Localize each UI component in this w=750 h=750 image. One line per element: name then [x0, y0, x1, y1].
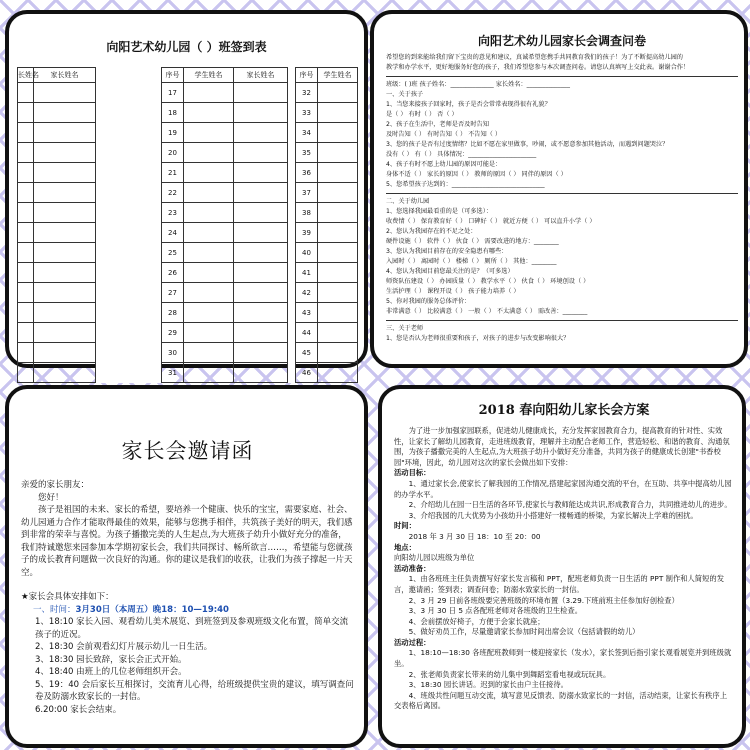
table-cell: [154, 123, 162, 143]
table-cell: [234, 243, 288, 263]
list-item: 3、3 月 30 日 5 点各配班老师对各班级的卫生检查。: [408, 606, 583, 616]
table-cell: [154, 343, 162, 363]
row-number: 34: [296, 123, 318, 143]
table-cell: [184, 123, 234, 143]
row-number: 29: [162, 323, 184, 343]
table-cell: [34, 243, 96, 263]
table-cell: [184, 303, 234, 323]
row-number: 22: [162, 183, 184, 203]
table-cell: [154, 83, 162, 103]
table-cell: [96, 243, 154, 263]
row-number: 43: [296, 303, 318, 323]
col-header: 家长姓名: [34, 68, 96, 83]
table-cell: [288, 223, 296, 243]
survey-line: 二、关于幼儿园: [386, 198, 430, 205]
row-number: 46: [296, 363, 318, 383]
table-cell: [234, 323, 288, 343]
table-cell: [18, 203, 34, 223]
table-row: [18, 123, 358, 143]
row-number: 44: [296, 323, 318, 343]
list-item: 1、通过家长会,使家长了解我园的工作情况,搭建起家园沟通交流的平台，在互助、共享中提高幼儿园的办学水平。: [394, 478, 732, 499]
row-number: 20: [162, 143, 184, 163]
list-item: 2、3 月 29 日前各班级要完善班级的环境布置（3.29.下班前班主任参加好创检查）: [408, 595, 679, 605]
prep-heading: 活动准备：: [394, 563, 431, 573]
table-cell: [18, 83, 34, 103]
survey-line: 3、您认为我园目前存在的安全隐患有哪些：: [386, 248, 508, 255]
list-item: 1、由各班班主任负责撰写好家长发言稿和 PPT，配班老师负责一日生活的 PPT 制作和人简短的发言，邀请函；签到表；调查问卷；防溺水致家长的一封信。: [394, 574, 724, 594]
table-cell: [288, 263, 296, 283]
table-cell: [96, 223, 154, 243]
col-header: 长姓名: [18, 68, 34, 83]
table-cell: [184, 203, 234, 223]
survey-line: 生活护理（ ） 课程开设（ ） 孩子能力培养（ ）: [386, 288, 520, 295]
table-cell: [34, 83, 96, 103]
table-cell: [288, 243, 296, 263]
col-header: 家长姓名: [234, 68, 288, 83]
row-number: 24: [162, 223, 184, 243]
table-cell: [96, 103, 154, 123]
table-cell: [184, 283, 234, 303]
table-row: [18, 263, 358, 283]
table-cell: [96, 123, 154, 143]
table-cell: [184, 103, 234, 123]
survey-line: 硬件设施（ ） 软件（ ） 伙食（ ） 需要改进的地方：________: [386, 238, 559, 245]
schedule-item: 5、19：40 会后家长互相探讨，交流育儿心得，给班级提供宝贵的建议，填写调查问卷及防溺水致家长的一封信。: [35, 679, 354, 702]
table-cell: [154, 163, 162, 183]
row-number: 40: [296, 243, 318, 263]
table-cell: [34, 143, 96, 163]
table-cell: [288, 183, 296, 203]
table-cell: [18, 363, 34, 383]
table-cell: [18, 223, 34, 243]
row-number: 41: [296, 263, 318, 283]
row-number: 17: [162, 83, 184, 103]
table-cell: [154, 203, 162, 223]
table-cell: [288, 83, 296, 103]
time-label: 时间：: [394, 521, 416, 531]
table-cell: [18, 163, 34, 183]
table-cell: [34, 163, 96, 183]
table-row: [18, 283, 358, 303]
table-cell: [184, 143, 234, 163]
table-cell: [154, 143, 162, 163]
row-number: 42: [296, 283, 318, 303]
table-row: [18, 203, 358, 223]
table-cell: [34, 223, 96, 243]
row-number: 37: [296, 183, 318, 203]
table-cell: [18, 263, 34, 283]
list-item: 3、介绍我园的几大优势为小孩幼升小搭建好一楼畅通的桥梁，为家长解决上学难的困扰。: [408, 510, 698, 520]
row-number: 25: [162, 243, 184, 263]
survey-line: 5、您希望孩子达到的：______________________________: [386, 181, 545, 188]
table-cell: [234, 223, 288, 243]
list-item: 2、张老师负责家长带来的幼儿集中到舞蹈室看电视或玩玩具。: [408, 669, 611, 679]
row-number: 21: [162, 163, 184, 183]
table-row: [18, 103, 358, 123]
survey-line: 收费情（ ） 保育教育好（ ） 口碑好（ ） 就近方便（ ） 可以直升小学（ ）: [386, 218, 596, 225]
sign-in-table: [17, 67, 358, 383]
survey-line: [386, 193, 738, 194]
table-cell: [288, 323, 296, 343]
survey-line: 一、关于孩子: [386, 91, 424, 98]
table-cell: [18, 243, 34, 263]
table-row: [18, 183, 358, 203]
table-cell: [154, 303, 162, 323]
table-cell: [234, 203, 288, 223]
table-cell: [18, 183, 34, 203]
table-cell: [318, 363, 358, 383]
survey-line: 师资队伍建设（ ） 办园质量（ ） 教学水平（ ） 伙食（ ） 环境创设（ ）: [386, 278, 590, 285]
table-cell: [18, 323, 34, 343]
table-cell: [288, 103, 296, 123]
table-cell: [234, 103, 288, 123]
survey-line: 5、你对我园的服务总体评价：: [386, 298, 471, 305]
survey-line: 4、孩子有时不愿上幼儿园的原因可能是：: [386, 161, 502, 168]
table-cell: [184, 163, 234, 183]
greeting: 亲爱的家长朋友：: [21, 480, 90, 490]
table-cell: [18, 303, 34, 323]
invitation-card: [5, 385, 368, 748]
table-cell: [288, 283, 296, 303]
goal-heading: 活动目标：: [394, 468, 431, 478]
table-row: [18, 323, 358, 343]
table-cell: [288, 363, 296, 383]
col-header: 序号: [296, 68, 318, 83]
invitation-title: 家长会邀请函: [121, 439, 254, 463]
table-cell: [154, 363, 162, 383]
table-cell: [96, 183, 154, 203]
plan-time: 2018 年 3 月 30 日 18：10 至 20：00: [408, 531, 541, 541]
table-cell: [318, 223, 358, 243]
table-cell: [318, 203, 358, 223]
schedule-item: 6.20:00 家长会结束。: [35, 704, 122, 715]
table-cell: [288, 303, 296, 323]
table-cell: [34, 303, 96, 323]
col-header: 学生姓名: [184, 68, 234, 83]
table-cell: [154, 243, 162, 263]
row-number: 19: [162, 123, 184, 143]
survey-line: 2、孩子在生活中，老师是否及时告知: [386, 121, 489, 128]
list-item: 3、18:30 园长讲话。迟到的家长由户主任接待。: [408, 680, 568, 690]
table-cell: [184, 183, 234, 203]
schedule-item: 1、18:10 家长入园、观看幼儿美术展览、到班签到及参观班级文化布置，简单交流孩子的近况。: [35, 617, 349, 640]
survey-card: [370, 10, 748, 368]
survey-line: 2、您认为我园存在的不足之处：: [386, 228, 477, 235]
survey-body: [386, 53, 738, 344]
sign-in-title: 向阳艺术幼儿园（ ）班签到表: [106, 40, 267, 54]
table-cell: [96, 283, 154, 303]
table-cell: [96, 203, 154, 223]
row-number: 18: [162, 103, 184, 123]
table-cell: [34, 283, 96, 303]
row-number: 39: [296, 223, 318, 243]
table-cell: [154, 263, 162, 283]
table-cell: [154, 183, 162, 203]
table-cell: [154, 223, 162, 243]
col-header: 学生姓名: [318, 68, 358, 83]
table-cell: [184, 223, 234, 243]
survey-line: 三、关于老师: [386, 325, 424, 332]
table-cell: [234, 183, 288, 203]
table-cell: [288, 123, 296, 143]
table-cell: [318, 243, 358, 263]
table-cell: [234, 143, 288, 163]
table-cell: [318, 283, 358, 303]
table-cell: [34, 203, 96, 223]
table-cell: [234, 83, 288, 103]
table-row: [18, 243, 358, 263]
survey-line: [386, 76, 738, 77]
row-number: 30: [162, 343, 184, 363]
time-value: 3月30日（本周五）晚18：10—19:40: [75, 604, 229, 615]
table-cell: [96, 303, 154, 323]
survey-line: 4、您认为我园目前您最关注的是？（可多选）: [386, 268, 514, 275]
table-row: [18, 83, 358, 103]
survey-line: 教学和办学水平，更好地服务好您的孩子，我们希望您参与本次调查问卷。请您认真填写上交此表。谢谢合作！: [386, 64, 690, 71]
table-cell: [234, 303, 288, 323]
table-cell: [184, 343, 234, 363]
table-cell: [34, 363, 96, 383]
table-cell: [234, 363, 288, 383]
list-item: 2、介绍幼儿在园一日生活的各环节,使家长与教师能达成共识,形成教育合力，共同推进幼儿的进步。: [408, 500, 732, 510]
table-cell: [318, 143, 358, 163]
survey-line: 希望您的到来能给我们留下宝贵的意见和建议，真诚希望您携手共同教育我们的孩子！为了不断提高幼儿园的: [386, 54, 683, 61]
table-cell: [96, 343, 154, 363]
table-cell: [18, 123, 34, 143]
plan-title: 2018 春向阳幼儿家长会方案: [478, 403, 650, 418]
row-number: 45: [296, 343, 318, 363]
table-cell: [184, 363, 234, 383]
survey-line: 1、您是否认为老师很重要和孩子，对孩子的进步与改变影响很大？: [386, 335, 570, 342]
table-cell: [318, 323, 358, 343]
time-prefix: 一、时间：: [33, 604, 76, 615]
table-row: [18, 223, 358, 243]
table-cell: [18, 103, 34, 123]
sign-in-sheet-card: [5, 10, 368, 377]
plan-place: 向阳幼儿园以班级为单位: [394, 553, 475, 563]
survey-line: 入园时（ ） 离园时（ ） 楼梯（ ） 厕所（ ） 其他：________: [386, 258, 557, 265]
process-heading: 活动过程：: [394, 637, 431, 647]
row-number: 31: [162, 363, 184, 383]
survey-line: 非常满意（ ） 比较满意（ ） 一般（ ） 不太满意（ ） 需改善：________: [386, 308, 588, 315]
hello: 您好！: [38, 492, 64, 503]
table-cell: [318, 83, 358, 103]
table-row: [18, 343, 358, 363]
schedule-item: 3、18:30 园长致辞，家长会正式开始。: [35, 654, 187, 665]
table-cell: [318, 163, 358, 183]
survey-line: 及时告知（ ） 有时告知（ ） 不告知（ ）: [386, 131, 502, 138]
table-cell: [154, 103, 162, 123]
table-cell: [234, 163, 288, 183]
row-number: 27: [162, 283, 184, 303]
table-cell: [318, 263, 358, 283]
table-cell: [96, 83, 154, 103]
table-cell: [318, 103, 358, 123]
schedule-item: 2、18:30 会前观看幻灯片展示幼儿一日生活。: [35, 642, 213, 652]
table-row: [18, 363, 358, 383]
table-cell: [34, 183, 96, 203]
table-cell: [154, 323, 162, 343]
table-cell: [288, 343, 296, 363]
table-cell: [234, 123, 288, 143]
table-cell: [96, 363, 154, 383]
survey-line: 1、您选择我园最看重的是（可多选）：: [386, 208, 493, 215]
table-cell: [318, 123, 358, 143]
table-cell: [318, 183, 358, 203]
list-item: 1、18:10—18:30 各班配班教师到一楼迎接家长（发水），家长签到后指引家长观看展览并到班级就坐。: [394, 648, 732, 669]
plan-card: [378, 385, 746, 748]
table-cell: [154, 283, 162, 303]
survey-title: 向阳艺术幼儿园家长会调查问卷: [477, 34, 646, 48]
list-item: 4、会前摆放好椅子，方便于会家长就座；: [408, 616, 545, 626]
table-cell: [234, 263, 288, 283]
row-number: 32: [296, 83, 318, 103]
table-cell: [34, 123, 96, 143]
table-cell: [34, 103, 96, 123]
table-cell: [288, 143, 296, 163]
table-cell: [184, 243, 234, 263]
table-cell: [96, 263, 154, 283]
row-number: 36: [296, 163, 318, 183]
process-list: [394, 648, 734, 712]
table-cell: [18, 283, 34, 303]
table-cell: [234, 343, 288, 363]
table-row: [18, 143, 358, 163]
survey-line: 班级：( )班 孩子姓名：______________ 家长姓名：______________: [386, 81, 570, 88]
survey-line: 1、当您来接孩子回家时，孩子是否会常常表现得很有礼貌？: [386, 101, 551, 108]
survey-line: 3、您的孩子是否有过度情绪？比如不愿在家里做事，吵闹，或不愿意参加其他活动，而遇到问题哭泣？: [386, 141, 669, 148]
table-row: [18, 163, 358, 183]
survey-line: 是（ ） 有时（ ） 否（ ）: [386, 111, 458, 118]
col-header: 序号: [162, 68, 184, 83]
table-cell: [34, 343, 96, 363]
list-item: 4、班级共性问题互动交流，填写意见反馈表、防溺水致家长的一封信，活动结束，让家长有秩序上交表格后离园。: [394, 690, 727, 711]
row-number: 35: [296, 143, 318, 163]
invitation-body: 孩子是祖国的未来、家长的希望，要培养一个健康、快乐的宝宝，需要家庭、社会、幼儿园通力合作才能取得最佳的效果，能够与您携手相伴，共筑孩子美好的明天，我们感到非常的荣幸与喜悦。为孩子播撒完美的人生起点,为大班孩子幼升小做好充分的准备，我们特诚邀您来园参加本学期初家长会，我们共同探讨、畅所欲言……，希望能与您就孩子的成长教育问题做一次良好的沟通。你的建议是我们的收获，让我们为孩子撑起一片天空。: [21, 505, 353, 578]
table-cell: [18, 143, 34, 163]
table-cell: [96, 143, 154, 163]
table-cell: [184, 83, 234, 103]
row-number: 38: [296, 203, 318, 223]
table-cell: [318, 343, 358, 363]
goal-list: [394, 479, 734, 521]
row-number: 28: [162, 303, 184, 323]
table-cell: [288, 163, 296, 183]
table-cell: [184, 263, 234, 283]
table-cell: [34, 323, 96, 343]
schedule-item: 4、18:40 由班上的几位老师组织开会。: [35, 667, 187, 677]
table-row: [18, 303, 358, 323]
row-number: 26: [162, 263, 184, 283]
survey-line: 没有（ ） 有（ ） 具体情况：______________________: [386, 151, 537, 158]
schedule-heading: ★家长会具体安排如下：: [21, 592, 114, 602]
row-number: 33: [296, 103, 318, 123]
table-cell: [18, 343, 34, 363]
table-cell: [234, 283, 288, 303]
place-label: 地点：: [394, 542, 416, 552]
table-cell: [96, 163, 154, 183]
schedule-list: [21, 616, 354, 716]
table-cell: [288, 203, 296, 223]
row-number: 23: [162, 203, 184, 223]
prep-list: [394, 574, 734, 638]
list-item: 5、做好劝员工作，尽量邀请家长参加时间出席会议（包括请假的幼儿）: [408, 627, 640, 637]
table-cell: [34, 263, 96, 283]
survey-line: [386, 320, 738, 321]
plan-intro: 为了进一步加强家园联系，促进幼儿健康成长，充分发挥家园教育合力，提高教育的针对性、实效性，让家长了解幼儿园教育，走进班级教育，理解并主动配合老师工作，营造轻松、和谐的教育、沟通氛围，为孩子播撒完美的人生起点,为大班孩子幼升小做好充分准备，共同为孩子的健康成长创建"书香校园"环境，因此，幼儿园对这次的家长会做出如下安排：: [394, 426, 730, 467]
table-cell: [96, 323, 154, 343]
table-cell: [184, 323, 234, 343]
table-cell: [318, 303, 358, 323]
survey-line: 身体不适（ ） 家长的原因（ ） 教师的原因（ ） 同伴的原因（ ）: [386, 171, 567, 178]
